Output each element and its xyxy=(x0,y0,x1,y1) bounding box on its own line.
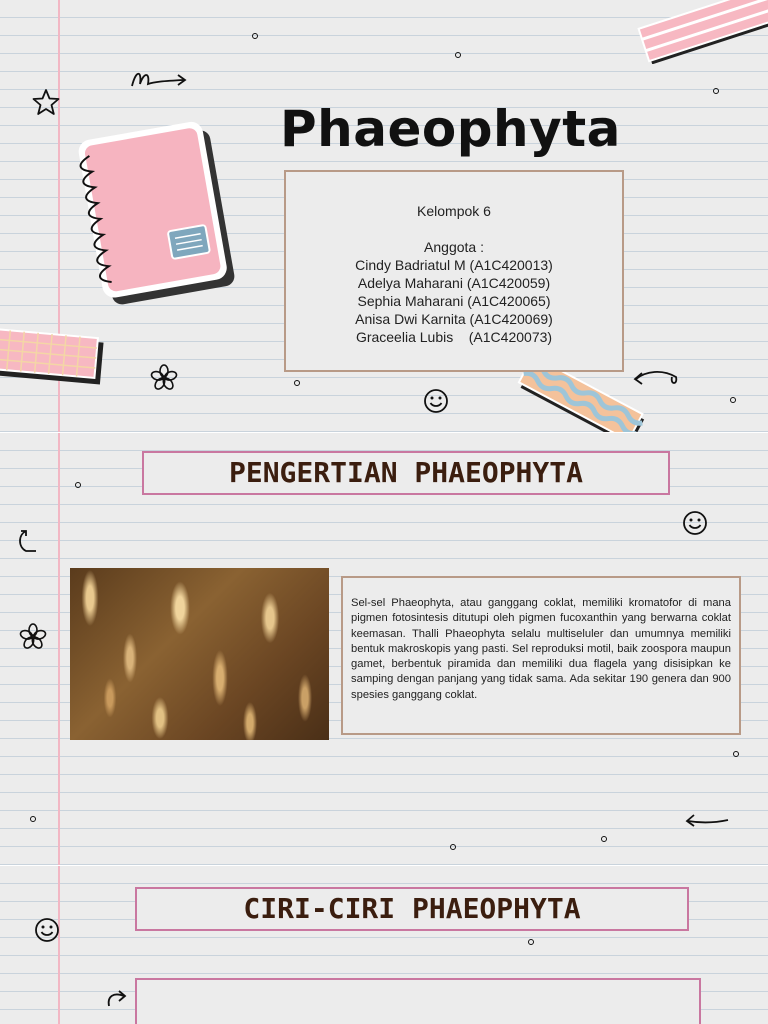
characteristics-slide xyxy=(0,866,768,1024)
arrow-icon xyxy=(684,811,732,831)
dot-decoration xyxy=(75,482,81,488)
dot-decoration xyxy=(730,397,736,403)
members-box xyxy=(284,170,624,372)
notebook-icon xyxy=(72,115,242,307)
arrow-icon xyxy=(128,68,190,92)
dot-decoration xyxy=(30,816,36,822)
dot-decoration xyxy=(601,836,607,842)
seaweed-photo xyxy=(70,568,329,740)
dot-decoration xyxy=(455,52,461,58)
washi-tape-icon xyxy=(0,326,108,390)
page-title: Phaeophyta xyxy=(280,100,621,158)
flower-icon xyxy=(150,364,178,392)
curved-arrow-icon xyxy=(632,367,684,389)
smiley-icon xyxy=(422,387,450,415)
curved-arrow-icon xyxy=(16,527,40,555)
members-label: Anggota : xyxy=(424,239,484,255)
curved-arrow-icon xyxy=(104,988,130,1010)
characteristics-box xyxy=(135,978,701,1024)
slide-separator xyxy=(0,865,768,866)
smiley-icon xyxy=(681,509,709,537)
member-item: Anisa Dwi Karnita (A1C420069) xyxy=(355,311,553,327)
dot-decoration xyxy=(713,88,719,94)
title-slide xyxy=(0,0,768,432)
description-box xyxy=(341,576,741,735)
dot-decoration xyxy=(252,33,258,39)
section-heading-ciri: CIRI-CIRI PHAEOPHYTA xyxy=(135,887,689,931)
member-item: Adelya Maharani (A1C420059) xyxy=(357,275,551,291)
smiley-icon xyxy=(33,916,61,944)
definition-slide xyxy=(0,433,768,865)
washi-tape-icon xyxy=(512,368,652,432)
slide-separator xyxy=(0,432,768,433)
washi-tape-icon xyxy=(636,0,768,64)
dot-decoration xyxy=(733,751,739,757)
dot-decoration xyxy=(450,844,456,850)
description-text: Sel-sel Phaeophyta, atau ganggang coklat, memiliki kromatofor di mana pigmen fotosintesis ditutupi oleh pigmen fucoxanthin yang berwarna coklat keemasan. Thalli Phaeophyta selalu multiseluler dan umumnya memiliki bentuk makroskopis yang pasti. Sel reproduksi motil, baik zoospora maupun gamet, berbentuk piramida dan memiliki dua flagela yang disisipkan ke samping dengan panjang yang tidak sama. Ada sekitar 190 genera dan 900 spesies ganggang coklat. xyxy=(351,597,731,701)
star-icon xyxy=(31,88,61,116)
member-item: Cindy Badriatul M (A1C420013) xyxy=(355,257,553,273)
flower-icon xyxy=(19,623,47,651)
group-label: Kelompok 6 xyxy=(417,203,491,219)
dot-decoration xyxy=(528,939,534,945)
member-item: Sephia Maharani (A1C420065) xyxy=(357,293,551,309)
section-heading-pengertian: PENGERTIAN PHAEOPHYTA xyxy=(142,451,670,495)
dot-decoration xyxy=(294,380,300,386)
member-item: Graceelia Lubis (A1C420073) xyxy=(355,329,553,345)
